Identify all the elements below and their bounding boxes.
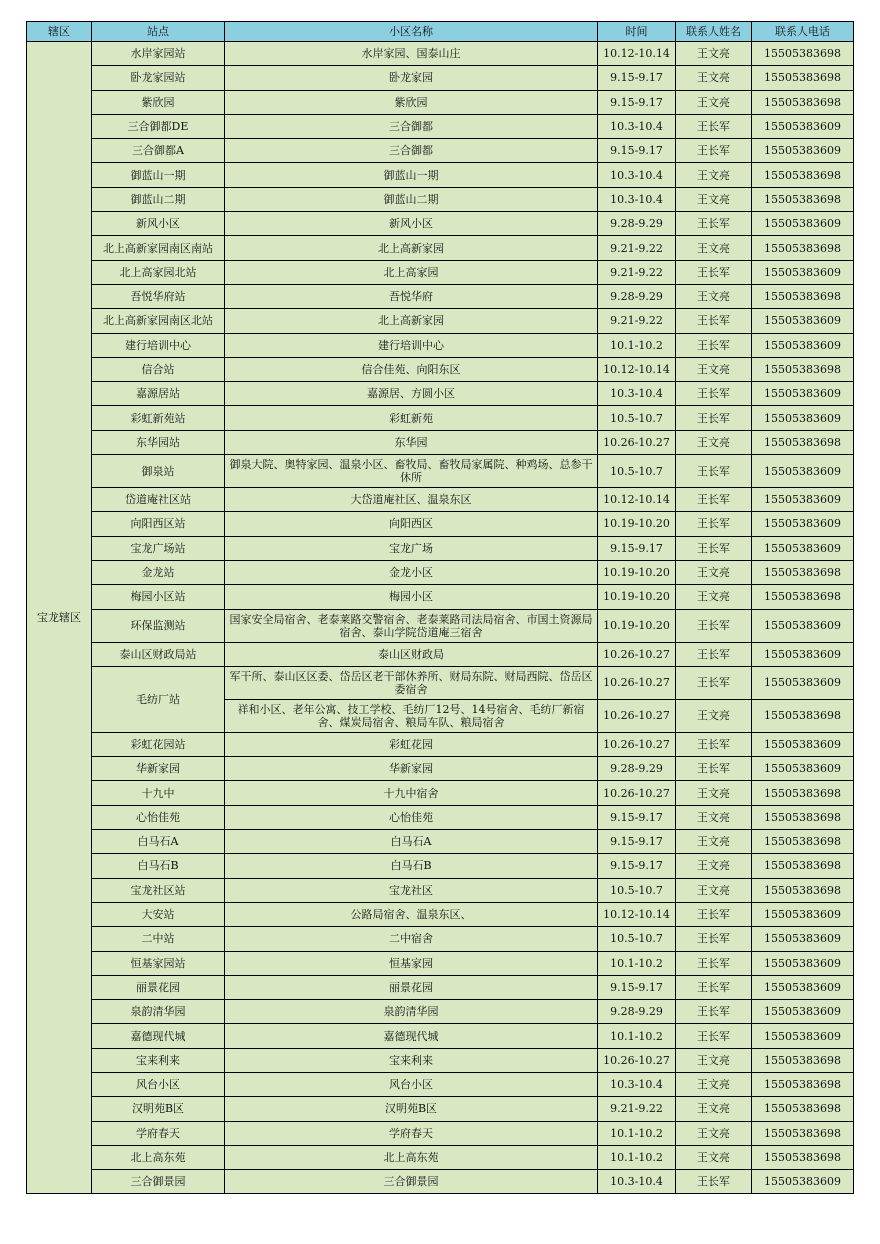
contact-phone-cell: 15505383698 bbox=[752, 854, 854, 878]
station-cell: 丽景花园 bbox=[92, 975, 225, 999]
community-cell: 嘉德现代城 bbox=[225, 1024, 598, 1048]
station-cell: 北上高新家园南区南站 bbox=[92, 236, 225, 260]
table-row bbox=[27, 1170, 854, 1194]
contact-phone-cell: 15505383698 bbox=[752, 585, 854, 609]
table-row bbox=[27, 139, 854, 163]
contact-name-cell: 王长军 bbox=[676, 757, 752, 781]
header-community: 小区名称 bbox=[225, 22, 598, 42]
time-cell: 9.15-9.17 bbox=[598, 536, 676, 560]
time-cell: 10.1-10.2 bbox=[598, 1121, 676, 1145]
table-row bbox=[27, 878, 854, 902]
contact-name-cell: 王文亮 bbox=[676, 66, 752, 90]
community-cell: 十九中宿舍 bbox=[225, 781, 598, 805]
contact-name-cell: 王文亮 bbox=[676, 1097, 752, 1121]
station-cell: 白马石A bbox=[92, 830, 225, 854]
station-cell: 吾悦华府站 bbox=[92, 284, 225, 308]
station-cell: 东华园站 bbox=[92, 430, 225, 454]
contact-name-cell: 王长军 bbox=[676, 212, 752, 236]
contact-name-cell: 王文亮 bbox=[676, 699, 752, 732]
header-station: 站点 bbox=[92, 22, 225, 42]
contact-name-cell: 王长军 bbox=[676, 455, 752, 488]
community-cell: 梅园小区 bbox=[225, 585, 598, 609]
contact-name-cell: 王长军 bbox=[676, 488, 752, 512]
table-row bbox=[27, 902, 854, 926]
community-cell: 宝来利来 bbox=[225, 1048, 598, 1072]
contact-name-cell: 王文亮 bbox=[676, 236, 752, 260]
contact-name-cell: 王长军 bbox=[676, 1000, 752, 1024]
contact-phone-cell: 15505383609 bbox=[752, 260, 854, 284]
table-row bbox=[27, 406, 854, 430]
station-cell: 环保监测站 bbox=[92, 609, 225, 642]
table-row bbox=[27, 781, 854, 805]
table-row bbox=[27, 975, 854, 999]
community-cell: 二中宿舍 bbox=[225, 927, 598, 951]
contact-phone-cell: 15505383698 bbox=[752, 878, 854, 902]
contact-phone-cell: 15505383698 bbox=[752, 781, 854, 805]
time-cell: 10.5-10.7 bbox=[598, 406, 676, 430]
time-cell: 10.3-10.4 bbox=[598, 114, 676, 138]
contact-phone-cell: 15505383698 bbox=[752, 699, 854, 732]
time-cell: 10.1-10.2 bbox=[598, 1024, 676, 1048]
contact-name-cell: 王长军 bbox=[676, 333, 752, 357]
station-cell: 北上高家园北站 bbox=[92, 260, 225, 284]
contact-phone-cell: 15505383698 bbox=[752, 1145, 854, 1169]
time-cell: 10.3-10.4 bbox=[598, 187, 676, 211]
contact-name-cell: 王长军 bbox=[676, 642, 752, 666]
community-cell: 华新家园 bbox=[225, 757, 598, 781]
table-row bbox=[27, 430, 854, 454]
community-cell: 三合御都 bbox=[225, 114, 598, 138]
contact-phone-cell: 15505383698 bbox=[752, 1121, 854, 1145]
contact-phone-cell: 15505383609 bbox=[752, 212, 854, 236]
contact-phone-cell: 15505383609 bbox=[752, 1024, 854, 1048]
community-cell: 宝龙社区 bbox=[225, 878, 598, 902]
table-row bbox=[27, 42, 854, 66]
contact-name-cell: 王文亮 bbox=[676, 854, 752, 878]
header-row bbox=[27, 22, 854, 42]
contact-name-cell: 王文亮 bbox=[676, 187, 752, 211]
table-row bbox=[27, 609, 854, 642]
contact-name-cell: 王长军 bbox=[676, 609, 752, 642]
community-cell: 三合御都 bbox=[225, 139, 598, 163]
station-cell: 岱道庵社区站 bbox=[92, 488, 225, 512]
time-cell: 10.3-10.4 bbox=[598, 163, 676, 187]
community-cell: 风台小区 bbox=[225, 1072, 598, 1096]
contact-name-cell: 王长军 bbox=[676, 512, 752, 536]
table-row bbox=[27, 642, 854, 666]
community-cell: 建行培训中心 bbox=[225, 333, 598, 357]
contact-name-cell: 王文亮 bbox=[676, 560, 752, 584]
table-row bbox=[27, 333, 854, 357]
community-cell: 北上高新家园 bbox=[225, 309, 598, 333]
community-cell: 向阳西区 bbox=[225, 512, 598, 536]
time-cell: 9.15-9.17 bbox=[598, 805, 676, 829]
table-row bbox=[27, 927, 854, 951]
table-row bbox=[27, 114, 854, 138]
contact-name-cell: 王文亮 bbox=[676, 163, 752, 187]
table-row bbox=[27, 1024, 854, 1048]
contact-name-cell: 王文亮 bbox=[676, 357, 752, 381]
station-cell: 泉韵清华园 bbox=[92, 1000, 225, 1024]
contact-name-cell: 王长军 bbox=[676, 382, 752, 406]
table-row bbox=[27, 488, 854, 512]
community-cell: 泉韵清华园 bbox=[225, 1000, 598, 1024]
table-row bbox=[27, 1048, 854, 1072]
contact-phone-cell: 15505383609 bbox=[752, 114, 854, 138]
station-cell: 向阳西区站 bbox=[92, 512, 225, 536]
time-cell: 10.26-10.27 bbox=[598, 642, 676, 666]
contact-phone-cell: 15505383698 bbox=[752, 560, 854, 584]
time-cell: 10.1-10.2 bbox=[598, 1145, 676, 1169]
contact-name-cell: 王长军 bbox=[676, 975, 752, 999]
schedule-table bbox=[26, 21, 854, 1194]
station-cell: 汉明苑B区 bbox=[92, 1097, 225, 1121]
time-cell: 9.15-9.17 bbox=[598, 830, 676, 854]
time-cell: 9.15-9.17 bbox=[598, 975, 676, 999]
time-cell: 9.15-9.17 bbox=[598, 90, 676, 114]
community-cell: 国家安全局宿舍、老泰莱路交警宿舍、老泰莱路司法局宿舍、市国土资源局宿舍、泰山学院岱道庵三宿舍 bbox=[225, 609, 598, 642]
time-cell: 10.5-10.7 bbox=[598, 455, 676, 488]
station-cell: 嘉德现代城 bbox=[92, 1024, 225, 1048]
time-cell: 9.15-9.17 bbox=[598, 139, 676, 163]
station-cell: 御泉站 bbox=[92, 455, 225, 488]
contact-phone-cell: 15505383698 bbox=[752, 284, 854, 308]
station-cell: 御蓝山一期 bbox=[92, 163, 225, 187]
time-cell: 10.12-10.14 bbox=[598, 357, 676, 381]
contact-name-cell: 王长军 bbox=[676, 951, 752, 975]
table-row bbox=[27, 732, 854, 756]
community-cell: 吾悦华府 bbox=[225, 284, 598, 308]
station-cell: 风台小区 bbox=[92, 1072, 225, 1096]
contact-name-cell: 王长军 bbox=[676, 1170, 752, 1194]
time-cell: 10.1-10.2 bbox=[598, 951, 676, 975]
table-row bbox=[27, 212, 854, 236]
station-cell: 恒基家园站 bbox=[92, 951, 225, 975]
community-cell: 军干所、泰山区区委、岱岳区老干部休养所、财局东院、财局西院、岱岳区委宿舍 bbox=[225, 666, 598, 699]
contact-phone-cell: 15505383698 bbox=[752, 1097, 854, 1121]
station-cell: 彩虹花园站 bbox=[92, 732, 225, 756]
table-row bbox=[27, 66, 854, 90]
time-cell: 10.3-10.4 bbox=[598, 1170, 676, 1194]
community-cell: 北上高家园 bbox=[225, 260, 598, 284]
table-row bbox=[27, 951, 854, 975]
table-row bbox=[27, 284, 854, 308]
community-cell: 心怡佳苑 bbox=[225, 805, 598, 829]
table-row bbox=[27, 187, 854, 211]
table-row bbox=[27, 1145, 854, 1169]
time-cell: 10.12-10.14 bbox=[598, 488, 676, 512]
contact-name-cell: 王长军 bbox=[676, 114, 752, 138]
station-cell: 学府春天 bbox=[92, 1121, 225, 1145]
community-cell: 白马石B bbox=[225, 854, 598, 878]
contact-phone-cell: 15505383698 bbox=[752, 66, 854, 90]
time-cell: 10.1-10.2 bbox=[598, 333, 676, 357]
community-cell: 御蓝山一期 bbox=[225, 163, 598, 187]
time-cell: 9.21-9.22 bbox=[598, 1097, 676, 1121]
header-contact-phone: 联系人电话 bbox=[752, 22, 854, 42]
station-cell: 御蓝山二期 bbox=[92, 187, 225, 211]
community-cell: 北上高新家园 bbox=[225, 236, 598, 260]
station-cell: 建行培训中心 bbox=[92, 333, 225, 357]
contact-phone-cell: 15505383609 bbox=[752, 666, 854, 699]
contact-phone-cell: 15505383698 bbox=[752, 1072, 854, 1096]
table-row bbox=[27, 260, 854, 284]
station-cell: 三合御都DE bbox=[92, 114, 225, 138]
contact-phone-cell: 15505383609 bbox=[752, 512, 854, 536]
station-cell: 华新家园 bbox=[92, 757, 225, 781]
station-cell: 信合站 bbox=[92, 357, 225, 381]
contact-phone-cell: 15505383609 bbox=[752, 536, 854, 560]
table-row bbox=[27, 805, 854, 829]
community-cell: 信合佳苑、向阳东区 bbox=[225, 357, 598, 381]
contact-name-cell: 王文亮 bbox=[676, 90, 752, 114]
community-cell: 丽景花园 bbox=[225, 975, 598, 999]
table-row bbox=[27, 512, 854, 536]
table-row bbox=[27, 1121, 854, 1145]
community-cell: 紫欣园 bbox=[225, 90, 598, 114]
time-cell: 10.12-10.14 bbox=[598, 42, 676, 66]
time-cell: 10.26-10.27 bbox=[598, 1048, 676, 1072]
contact-name-cell: 王长军 bbox=[676, 666, 752, 699]
contact-name-cell: 王长军 bbox=[676, 139, 752, 163]
community-cell: 泰山区财政局 bbox=[225, 642, 598, 666]
contact-phone-cell: 15505383609 bbox=[752, 333, 854, 357]
contact-name-cell: 王文亮 bbox=[676, 805, 752, 829]
station-cell: 宝来利来 bbox=[92, 1048, 225, 1072]
time-cell: 10.26-10.27 bbox=[598, 781, 676, 805]
time-cell: 10.5-10.7 bbox=[598, 927, 676, 951]
contact-phone-cell: 15505383698 bbox=[752, 430, 854, 454]
community-cell: 卧龙家园 bbox=[225, 66, 598, 90]
contact-name-cell: 王文亮 bbox=[676, 1121, 752, 1145]
time-cell: 9.28-9.29 bbox=[598, 212, 676, 236]
contact-name-cell: 王长军 bbox=[676, 902, 752, 926]
header-district: 辖区 bbox=[27, 22, 92, 42]
table-row bbox=[27, 830, 854, 854]
contact-phone-cell: 15505383609 bbox=[752, 757, 854, 781]
contact-name-cell: 王文亮 bbox=[676, 284, 752, 308]
time-cell: 10.12-10.14 bbox=[598, 902, 676, 926]
contact-phone-cell: 15505383698 bbox=[752, 1048, 854, 1072]
contact-phone-cell: 15505383698 bbox=[752, 42, 854, 66]
community-cell: 御蓝山二期 bbox=[225, 187, 598, 211]
station-cell: 心怡佳苑 bbox=[92, 805, 225, 829]
contact-phone-cell: 15505383698 bbox=[752, 357, 854, 381]
community-cell: 学府春天 bbox=[225, 1121, 598, 1145]
contact-phone-cell: 15505383609 bbox=[752, 902, 854, 926]
time-cell: 9.15-9.17 bbox=[598, 854, 676, 878]
contact-phone-cell: 15505383609 bbox=[752, 609, 854, 642]
station-cell: 泰山区财政局站 bbox=[92, 642, 225, 666]
table-row bbox=[27, 455, 854, 488]
community-cell: 大岱道庵社区、温泉东区 bbox=[225, 488, 598, 512]
time-cell: 10.19-10.20 bbox=[598, 609, 676, 642]
contact-name-cell: 王文亮 bbox=[676, 42, 752, 66]
contact-phone-cell: 15505383698 bbox=[752, 830, 854, 854]
community-cell: 宝龙广场 bbox=[225, 536, 598, 560]
contact-name-cell: 王长军 bbox=[676, 536, 752, 560]
time-cell: 10.19-10.20 bbox=[598, 560, 676, 584]
station-cell: 梅园小区站 bbox=[92, 585, 225, 609]
table-row bbox=[27, 1072, 854, 1096]
time-cell: 10.19-10.20 bbox=[598, 585, 676, 609]
contact-name-cell: 王文亮 bbox=[676, 781, 752, 805]
district-cell: 宝龙辖区 bbox=[27, 42, 92, 1194]
contact-phone-cell: 15505383609 bbox=[752, 951, 854, 975]
time-cell: 9.28-9.29 bbox=[598, 757, 676, 781]
station-cell: 卧龙家园站 bbox=[92, 66, 225, 90]
contact-name-cell: 王文亮 bbox=[676, 878, 752, 902]
station-cell: 金龙站 bbox=[92, 560, 225, 584]
contact-phone-cell: 15505383609 bbox=[752, 382, 854, 406]
community-cell: 恒基家园 bbox=[225, 951, 598, 975]
station-cell: 二中站 bbox=[92, 927, 225, 951]
station-cell: 北上高新家园南区北站 bbox=[92, 309, 225, 333]
time-cell: 9.28-9.29 bbox=[598, 284, 676, 308]
station-cell: 宝龙广场站 bbox=[92, 536, 225, 560]
contact-phone-cell: 15505383609 bbox=[752, 455, 854, 488]
station-cell: 白马石B bbox=[92, 854, 225, 878]
contact-phone-cell: 15505383609 bbox=[752, 927, 854, 951]
time-cell: 10.5-10.7 bbox=[598, 878, 676, 902]
table-row bbox=[27, 1000, 854, 1024]
community-cell: 北上高东苑 bbox=[225, 1145, 598, 1169]
time-cell: 10.3-10.4 bbox=[598, 1072, 676, 1096]
station-cell: 水岸家园站 bbox=[92, 42, 225, 66]
contact-name-cell: 王长军 bbox=[676, 260, 752, 284]
time-cell: 10.26-10.27 bbox=[598, 430, 676, 454]
table-row bbox=[27, 382, 854, 406]
contact-name-cell: 王长军 bbox=[676, 1024, 752, 1048]
contact-name-cell: 王文亮 bbox=[676, 1072, 752, 1096]
station-cell: 三合御都A bbox=[92, 139, 225, 163]
contact-name-cell: 王长军 bbox=[676, 732, 752, 756]
time-cell: 9.15-9.17 bbox=[598, 66, 676, 90]
contact-name-cell: 王长军 bbox=[676, 309, 752, 333]
station-cell: 紫欣园 bbox=[92, 90, 225, 114]
time-cell: 10.19-10.20 bbox=[598, 512, 676, 536]
community-cell: 汉明苑B区 bbox=[225, 1097, 598, 1121]
contact-phone-cell: 15505383609 bbox=[752, 139, 854, 163]
contact-phone-cell: 15505383698 bbox=[752, 163, 854, 187]
time-cell: 9.21-9.22 bbox=[598, 260, 676, 284]
time-cell: 9.21-9.22 bbox=[598, 309, 676, 333]
contact-phone-cell: 15505383609 bbox=[752, 975, 854, 999]
contact-name-cell: 王文亮 bbox=[676, 1048, 752, 1072]
community-cell: 御泉大院、奥特家园、温泉小区、畜牧局、畜牧局家属院、种鸡场、总参干休所 bbox=[225, 455, 598, 488]
community-cell: 彩虹新苑 bbox=[225, 406, 598, 430]
community-cell: 三合御景园 bbox=[225, 1170, 598, 1194]
contact-name-cell: 王文亮 bbox=[676, 430, 752, 454]
station-cell: 北上高东苑 bbox=[92, 1145, 225, 1169]
station-cell: 三合御景园 bbox=[92, 1170, 225, 1194]
table-body bbox=[27, 42, 854, 1194]
community-cell: 金龙小区 bbox=[225, 560, 598, 584]
contact-name-cell: 王长军 bbox=[676, 406, 752, 430]
table-row bbox=[27, 560, 854, 584]
contact-phone-cell: 15505383609 bbox=[752, 1000, 854, 1024]
table-row bbox=[27, 1097, 854, 1121]
community-cell: 白马石A bbox=[225, 830, 598, 854]
station-cell: 新风小区 bbox=[92, 212, 225, 236]
table-row bbox=[27, 854, 854, 878]
time-cell: 9.28-9.29 bbox=[598, 1000, 676, 1024]
community-cell: 水岸家园、国泰山庄 bbox=[225, 42, 598, 66]
contact-name-cell: 王文亮 bbox=[676, 1145, 752, 1169]
contact-phone-cell: 15505383698 bbox=[752, 236, 854, 260]
time-cell: 10.26-10.27 bbox=[598, 732, 676, 756]
contact-phone-cell: 15505383698 bbox=[752, 187, 854, 211]
time-cell: 10.3-10.4 bbox=[598, 382, 676, 406]
time-cell: 9.21-9.22 bbox=[598, 236, 676, 260]
contact-name-cell: 王文亮 bbox=[676, 585, 752, 609]
table-row bbox=[27, 585, 854, 609]
station-cell: 大安站 bbox=[92, 902, 225, 926]
community-cell: 嘉源居、方圆小区 bbox=[225, 382, 598, 406]
contact-phone-cell: 15505383698 bbox=[752, 90, 854, 114]
table-row bbox=[27, 757, 854, 781]
header-time: 时间 bbox=[598, 22, 676, 42]
contact-phone-cell: 15505383609 bbox=[752, 488, 854, 512]
community-cell: 彩虹花园 bbox=[225, 732, 598, 756]
contact-phone-cell: 15505383609 bbox=[752, 406, 854, 430]
community-cell: 祥和小区、老年公寓、技工学校、毛纺厂12号、14号宿舍、毛纺厂新宿舍、煤炭局宿舍、粮局车队、粮局宿舍 bbox=[225, 699, 598, 732]
table-row bbox=[27, 163, 854, 187]
time-cell: 10.26-10.27 bbox=[598, 699, 676, 732]
table-row bbox=[27, 236, 854, 260]
station-cell: 彩虹新苑站 bbox=[92, 406, 225, 430]
table-row bbox=[27, 536, 854, 560]
community-cell: 东华园 bbox=[225, 430, 598, 454]
table-row bbox=[27, 90, 854, 114]
contact-name-cell: 王长军 bbox=[676, 927, 752, 951]
station-cell: 嘉源居站 bbox=[92, 382, 225, 406]
contact-phone-cell: 15505383609 bbox=[752, 1170, 854, 1194]
community-cell: 公路局宿舍、温泉东区、 bbox=[225, 902, 598, 926]
table-row bbox=[27, 357, 854, 381]
contact-phone-cell: 15505383609 bbox=[752, 309, 854, 333]
community-cell: 新风小区 bbox=[225, 212, 598, 236]
time-cell: 10.26-10.27 bbox=[598, 666, 676, 699]
contact-phone-cell: 15505383609 bbox=[752, 642, 854, 666]
contact-phone-cell: 15505383609 bbox=[752, 732, 854, 756]
table-row bbox=[27, 666, 854, 699]
header-contact-name: 联系人姓名 bbox=[676, 22, 752, 42]
station-cell: 十九中 bbox=[92, 781, 225, 805]
contact-name-cell: 王文亮 bbox=[676, 830, 752, 854]
contact-phone-cell: 15505383698 bbox=[752, 805, 854, 829]
station-cell: 毛纺厂站 bbox=[92, 666, 225, 732]
table-row bbox=[27, 309, 854, 333]
station-cell: 宝龙社区站 bbox=[92, 878, 225, 902]
